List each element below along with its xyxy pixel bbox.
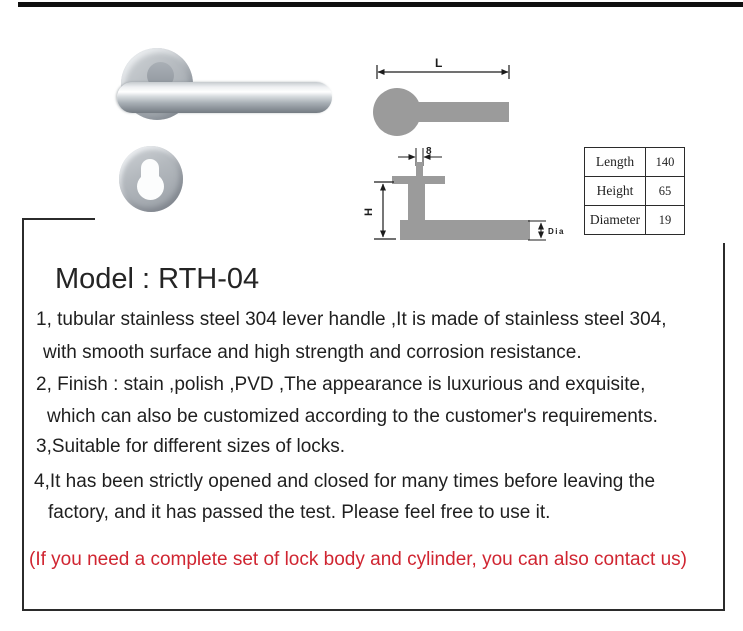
escutcheon-photo	[119, 146, 183, 212]
spec-label: Diameter	[585, 206, 646, 235]
length-dimension-label: L	[435, 56, 443, 70]
feature-1-line-1: 1, tubular stainless steel 304 lever handle ,It is made of stainless steel 304,	[36, 309, 667, 330]
height-dimension-label: H	[363, 208, 375, 216]
spec-label: Height	[585, 177, 646, 206]
keyhole-cutout-circle	[137, 173, 164, 200]
spindle-width-label: 8	[426, 146, 432, 157]
spec-label: Length	[585, 148, 646, 177]
technical-drawing	[360, 40, 572, 252]
content-box-border-top	[22, 218, 95, 220]
drawing-neck-side-view	[408, 184, 425, 221]
model-title: Model : RTH-04	[55, 263, 260, 295]
spec-table	[584, 147, 685, 235]
content-box-border-right	[723, 243, 725, 611]
spec-value: 65	[646, 177, 685, 206]
feature-4-line-1: 4,It has been strictly opened and closed for many times before leaving the	[34, 471, 656, 492]
contact-note: (If you need a complete set of lock body and cylinder, you can also contact us)	[29, 549, 687, 570]
content-box-border-left	[22, 218, 24, 611]
drawing-lever-top-view	[378, 102, 509, 122]
feature-4-line-2: factory, and it has passed the test. Please feel free to use it.	[48, 502, 551, 523]
spec-value: 140	[646, 148, 685, 177]
feature-3-line-1: 3,Suitable for different sizes of locks.	[36, 436, 346, 457]
drawing-rose-side-view	[392, 176, 445, 184]
top-divider-line	[18, 2, 743, 7]
table-row	[585, 206, 685, 235]
content-box-border-bottom	[22, 609, 725, 611]
drawing-lever-side-view	[400, 220, 530, 240]
table-row	[585, 177, 685, 206]
feature-2-line-1: 2, Finish : stain ,polish ,PVD ,The appearance is luxurious and exquisite,	[36, 374, 646, 395]
table-row	[585, 148, 685, 177]
lever-bar-photo	[117, 82, 332, 113]
spec-value: 19	[646, 206, 685, 235]
diameter-dimension-label: Dia	[548, 227, 565, 236]
drawing-spindle-side-view	[416, 162, 423, 177]
feature-1-line-2: with smooth surface and high strength and corrosion resistance.	[43, 342, 582, 363]
feature-2-line-2: which can also be customized according to the customer's requirements.	[47, 406, 658, 427]
